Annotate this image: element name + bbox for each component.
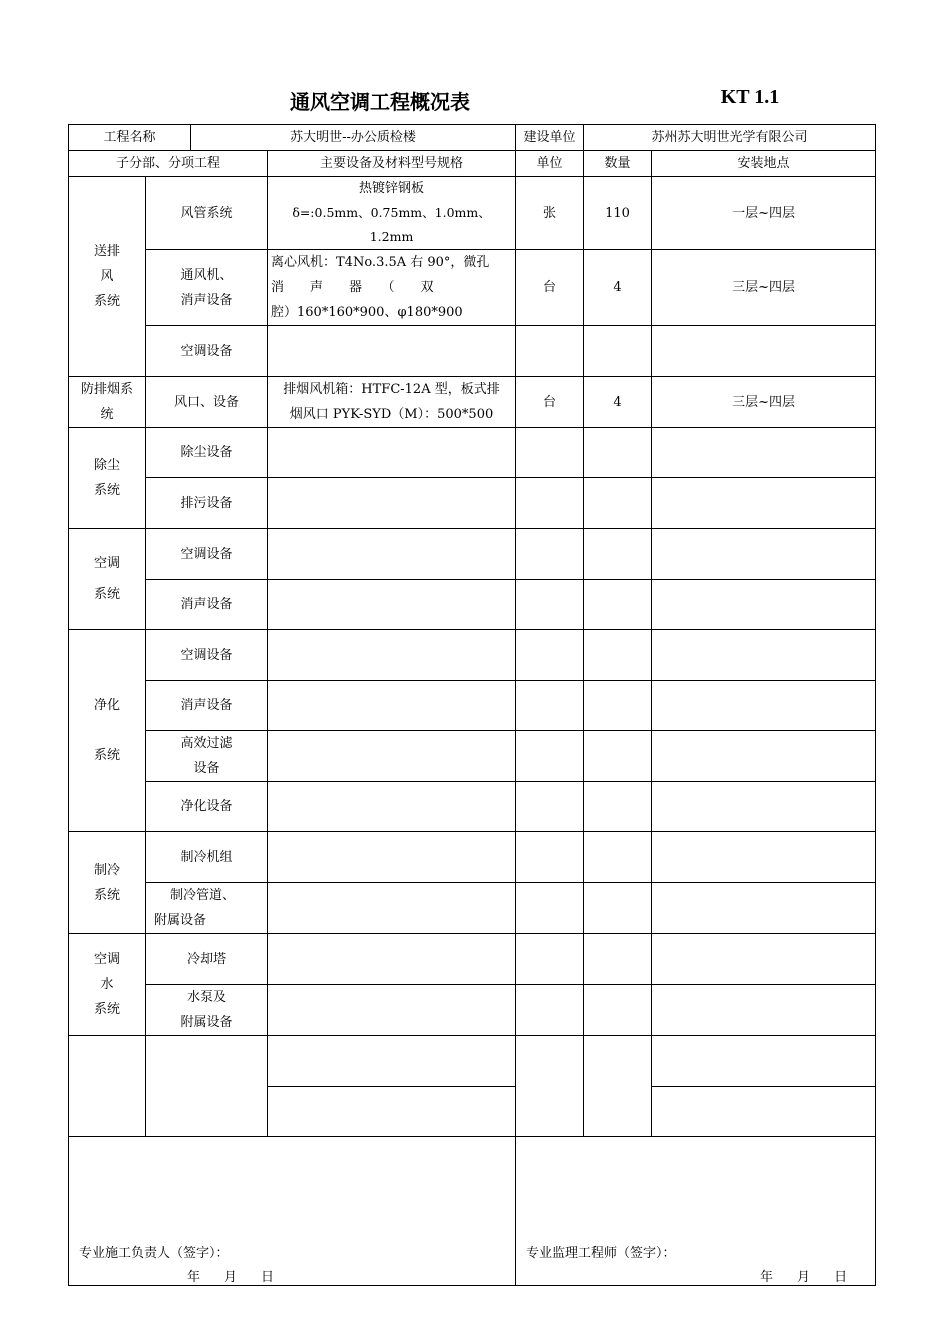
unit-cell: 台 (516, 377, 584, 428)
spec-cell (268, 326, 516, 377)
table-row (69, 580, 876, 630)
table-row (69, 529, 876, 580)
col-unit: 单位 (516, 151, 584, 177)
subsection-cell: 空调设备 (146, 529, 268, 580)
subsection-cell: 制冷机组 (146, 832, 268, 883)
table-row (69, 428, 876, 478)
subsection-cell: 风口、设备 (146, 377, 268, 428)
project-name-value: 苏大明世--办公质检楼 (191, 125, 516, 151)
subsection-cell: 风管系统 (146, 177, 268, 250)
qty-cell: 4 (584, 377, 652, 428)
location-cell: 一层~四层 (652, 177, 876, 250)
table-row (69, 731, 876, 782)
contractor-signature-cell (69, 1137, 516, 1286)
subsection-cell: 通风机、 消声设备 (146, 250, 268, 326)
group-ac-water: 空调 水 系统 (69, 934, 146, 1036)
group-purification: 净化 系统 (69, 630, 146, 832)
project-name-label: 工程名称 (69, 125, 191, 151)
subsection-cell: 水泵及 附属设备 (146, 985, 268, 1036)
column-header-row (69, 151, 876, 177)
overview-table (68, 124, 876, 1286)
table-row (69, 326, 876, 377)
group-dust-removal: 除尘 系统 (69, 428, 146, 529)
group-supply-exhaust: 送排 风 系统 (69, 177, 146, 377)
header-row-project (69, 125, 876, 151)
builder-value: 苏州苏大明世光学有限公司 (584, 125, 876, 151)
contractor-signature-label: 专业施工负责人（签字）： (79, 1246, 229, 1261)
spec-cell: 排烟风机箱：HTFC-12A 型，板式排 烟风口 PYK-SYD（M）：500*500 (268, 377, 516, 428)
supervisor-date: 年 月 日 (760, 1270, 848, 1285)
table-row (69, 934, 876, 985)
spec-cell: 离心风机：T4No.3.5A 右 90°，微孔 消 声 器 （ 双 腔）160*160*900、φ180*900 (268, 250, 516, 326)
table-row (69, 377, 876, 428)
subsection-cell: 除尘设备 (146, 428, 268, 478)
table-row (69, 782, 876, 832)
table-row (69, 630, 876, 681)
table-row (69, 883, 876, 934)
subsection-cell: 空调设备 (146, 326, 268, 377)
signature-row (69, 1137, 876, 1286)
col-subsection: 子分部、分项工程 (69, 151, 268, 177)
subsection-cell: 排污设备 (146, 478, 268, 529)
unit-cell: 台 (516, 250, 584, 326)
qty-cell: 4 (584, 250, 652, 326)
blank-group (69, 1036, 146, 1137)
contractor-date: 年 月 日 (187, 1270, 275, 1285)
location-cell: 三层~四层 (652, 250, 876, 326)
table-row (69, 681, 876, 731)
builder-label: 建设单位 (516, 125, 584, 151)
subsection-cell: 制冷管道、 附属设备 (146, 883, 268, 934)
location-cell (652, 326, 876, 377)
spec-cell: 热镀锌钢板 δ=:0.5mm、0.75mm、1.0mm、1.2mm (268, 177, 516, 250)
table-row (69, 478, 876, 529)
supervisor-signature-cell (516, 1137, 876, 1286)
group-refrigeration: 制冷 系统 (69, 832, 146, 934)
table-row (69, 1036, 876, 1087)
table-row (69, 250, 876, 326)
table-row (69, 177, 876, 250)
table-row (69, 832, 876, 883)
subsection-cell: 空调设备 (146, 630, 268, 681)
page-title: 通风空调工程概况表 (290, 90, 470, 114)
form-code: KT 1.1 (720, 86, 780, 108)
col-location: 安装地点 (652, 151, 876, 177)
subsection-cell: 高效过滤 设备 (146, 731, 268, 782)
unit-cell: 张 (516, 177, 584, 250)
unit-cell (516, 326, 584, 377)
subsection-cell: 消声设备 (146, 681, 268, 731)
qty-cell: 110 (584, 177, 652, 250)
table-row (69, 985, 876, 1036)
subsection-cell: 净化设备 (146, 782, 268, 832)
col-qty: 数量 (584, 151, 652, 177)
qty-cell (584, 326, 652, 377)
group-air-conditioning: 空调 系统 (69, 529, 146, 630)
subsection-cell: 消声设备 (146, 580, 268, 630)
location-cell: 三层~四层 (652, 377, 876, 428)
col-spec: 主要设备及材料型号规格 (268, 151, 516, 177)
supervisor-signature-label: 专业监理工程师（签字）： (526, 1246, 676, 1261)
subsection-cell: 冷却塔 (146, 934, 268, 985)
group-smoke-control: 防排烟系 统 (69, 377, 146, 428)
blank-subsection (146, 1036, 268, 1137)
